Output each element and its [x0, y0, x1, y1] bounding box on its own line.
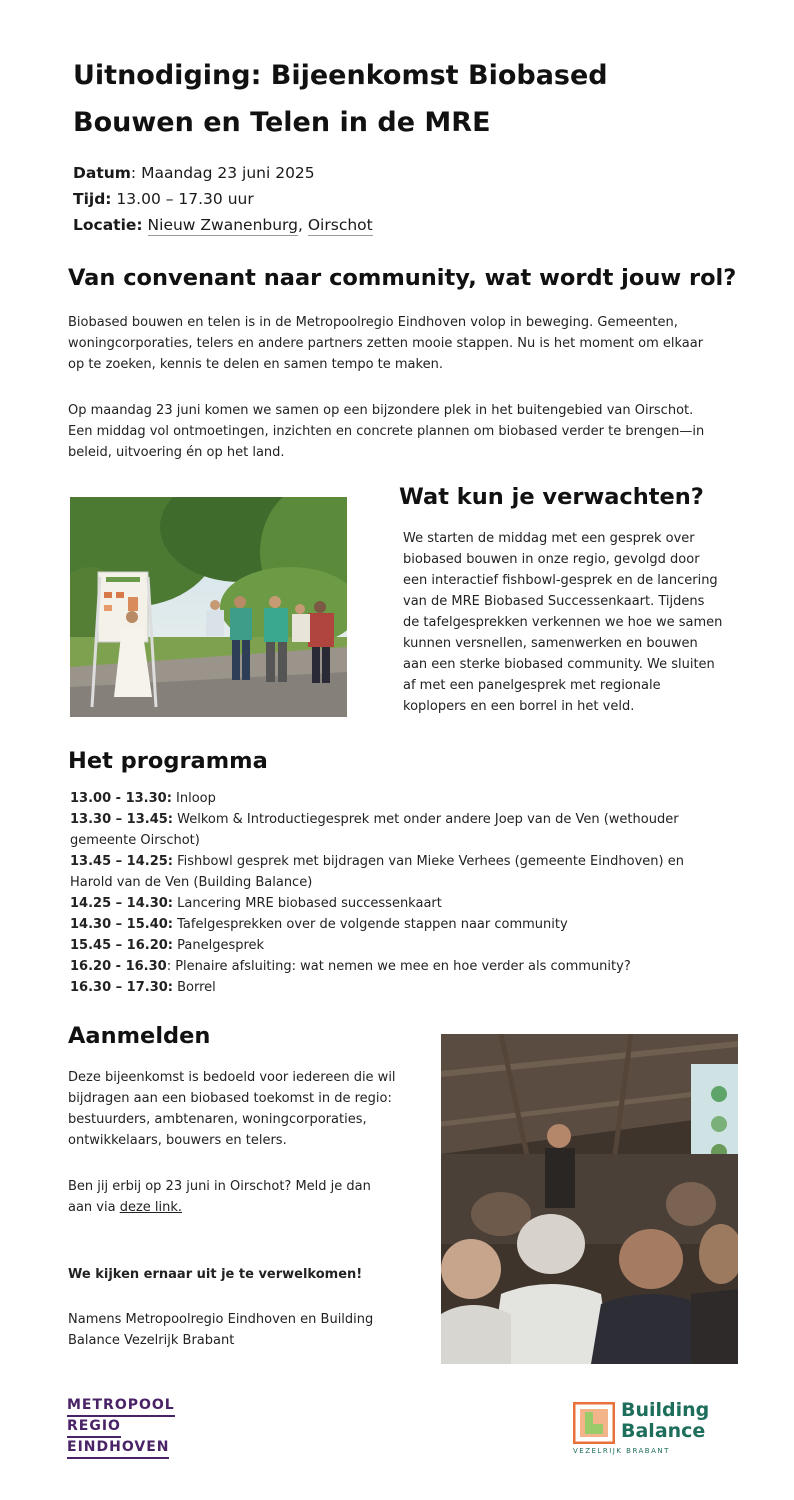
mre-logo: [67, 1396, 177, 1459]
intro-paragraph-1: Biobased bouwen en telen is in de Metropoolregio Eindhoven volop in beweging. Gemeenten, woningcorporaties, telers en andere partners zetten mooie stappen. Nu is het moment om elkaar op te zoeken, kennis te delen en samen tempo te maken.: [68, 315, 704, 372]
indoor-event-photo: [441, 1034, 738, 1364]
programme-item: [70, 809, 710, 851]
programme-text: Welkom & Introductiegesprek met onder andere Joep van de Ven (wethouder gemeente Oirschot): [70, 812, 679, 848]
programme-item: [70, 977, 710, 998]
programme-heading: Het programma: [68, 748, 268, 774]
programme-item: [70, 851, 710, 893]
bb-logo-line-2: Balance: [621, 1420, 706, 1442]
programme-text: Tafelgesprekken over de volgende stappen naar community: [173, 917, 568, 932]
programme-item: [70, 956, 710, 977]
date-label: Datum: [73, 164, 131, 182]
date-line: [73, 160, 315, 186]
building-balance-logo: [573, 1400, 723, 1460]
programme-time: 16.30 – 17.30:: [70, 980, 173, 995]
programme-time: 16.20 - 16.30: [70, 959, 167, 974]
time-value: 13.00 – 17.30 uur: [111, 190, 254, 208]
programme-text: Inloop: [171, 791, 216, 806]
signature-text: Namens Metropoolregio Eindhoven en Building Balance Vezelrijk Brabant: [68, 1312, 374, 1348]
location-place-link[interactable]: Nieuw Zwanenburg: [147, 216, 298, 234]
expect-text: We starten de middag met een gesprek over biobased bouwen in onze regio, gevolgd door een interactief fishbowl-gesprek en de lancering van de MRE Biobased Successenkaart. Tijdens de tafelgesprekken verkennen we hoe we samen kunnen versnellen, samenwerken en bouwen aan een sterke biobased community. We sluiten af met een panelgesprek met regionale koplopers en een borrel in het veld.: [403, 531, 723, 714]
location-line: [73, 212, 373, 238]
programme-item: [70, 935, 710, 956]
expect-heading: Wat kun je verwachten?: [399, 484, 704, 510]
signup-heading: Aanmelden: [68, 1023, 211, 1049]
programme-text: Fishbowl gesprek met bijdragen van Mieke Verhees (gemeente Eindhoven) en Harold van de Ven (Building Balance): [70, 854, 684, 890]
programme-item: [70, 914, 710, 935]
time-label: Tijd:: [73, 190, 112, 208]
location-town-link[interactable]: Oirschot: [307, 216, 373, 234]
programme-time: 13.00 - 13.30:: [70, 791, 172, 806]
bb-logo-sub: VEZELRIJK BRABANT: [573, 1447, 670, 1455]
date-value: : Maandag 23 juni 2025: [130, 164, 315, 182]
programme-time: 14.30 – 15.40:: [70, 917, 173, 932]
mre-logo-line-3: EINDHOVEN: [67, 1438, 169, 1459]
programme-text: : Plenaire afsluiting: wat nemen we mee en hoe verder als community?: [166, 959, 631, 974]
building-balance-mark-icon: [573, 1402, 615, 1444]
mre-logo-line-1: METROPOOL: [67, 1396, 175, 1417]
bb-logo-line-1: Building: [621, 1399, 710, 1421]
programme-time: 14.25 – 14.30:: [70, 896, 173, 911]
programme-time: 15.45 – 16.20:: [70, 938, 173, 953]
outdoor-event-photo: [70, 497, 347, 717]
programme-item: [70, 893, 710, 914]
programme-text: Lancering MRE biobased successenkaart: [173, 896, 442, 911]
programme-list: [70, 788, 710, 998]
mre-logo-line-2: REGIO: [67, 1417, 121, 1438]
intro-paragraph-2: Op maandag 23 juni komen we samen op een bijzondere plek in het buitengebied van Oirschot. Een middag vol ontmoetingen, inzichten en concrete plannen om biobased verder te brengen—in beleid, uitvoering én op het land.: [68, 403, 705, 460]
intro-heading: Van convenant naar community, wat wordt jouw rol?: [68, 265, 737, 291]
signup-link[interactable]: deze link.: [119, 1200, 183, 1215]
signup-paragraph-2: [68, 1176, 388, 1218]
programme-text: Borrel: [173, 980, 216, 995]
closing-text: We kijken ernaar uit je te verwelkomen!: [68, 1267, 363, 1282]
signup-paragraph-1: Deze bijeenkomst is bedoeld voor iedereen die wil bijdragen aan een biobased toekomst in de regio: bestuurders, ambtenaren, woningcorporaties, ontwikkelaars, bouwers en telers.: [68, 1070, 396, 1148]
page-title: Uitnodiging: Bijeenkomst Biobased Bouwen en Telen in de MRE: [73, 60, 608, 138]
location-label: Locatie:: [73, 216, 143, 234]
programme-item: [70, 788, 710, 809]
location-separator: ,: [298, 216, 308, 234]
programme-text: Panelgesprek: [173, 938, 265, 953]
programme-time: 13.30 – 13.45:: [70, 812, 173, 827]
time-line: [73, 186, 254, 212]
programme-time: 13.45 – 14.25:: [70, 854, 173, 869]
signup-paragraph-2-text: Ben jij erbij op 23 juni in Oirschot? Meld je dan aan via: [68, 1179, 371, 1215]
